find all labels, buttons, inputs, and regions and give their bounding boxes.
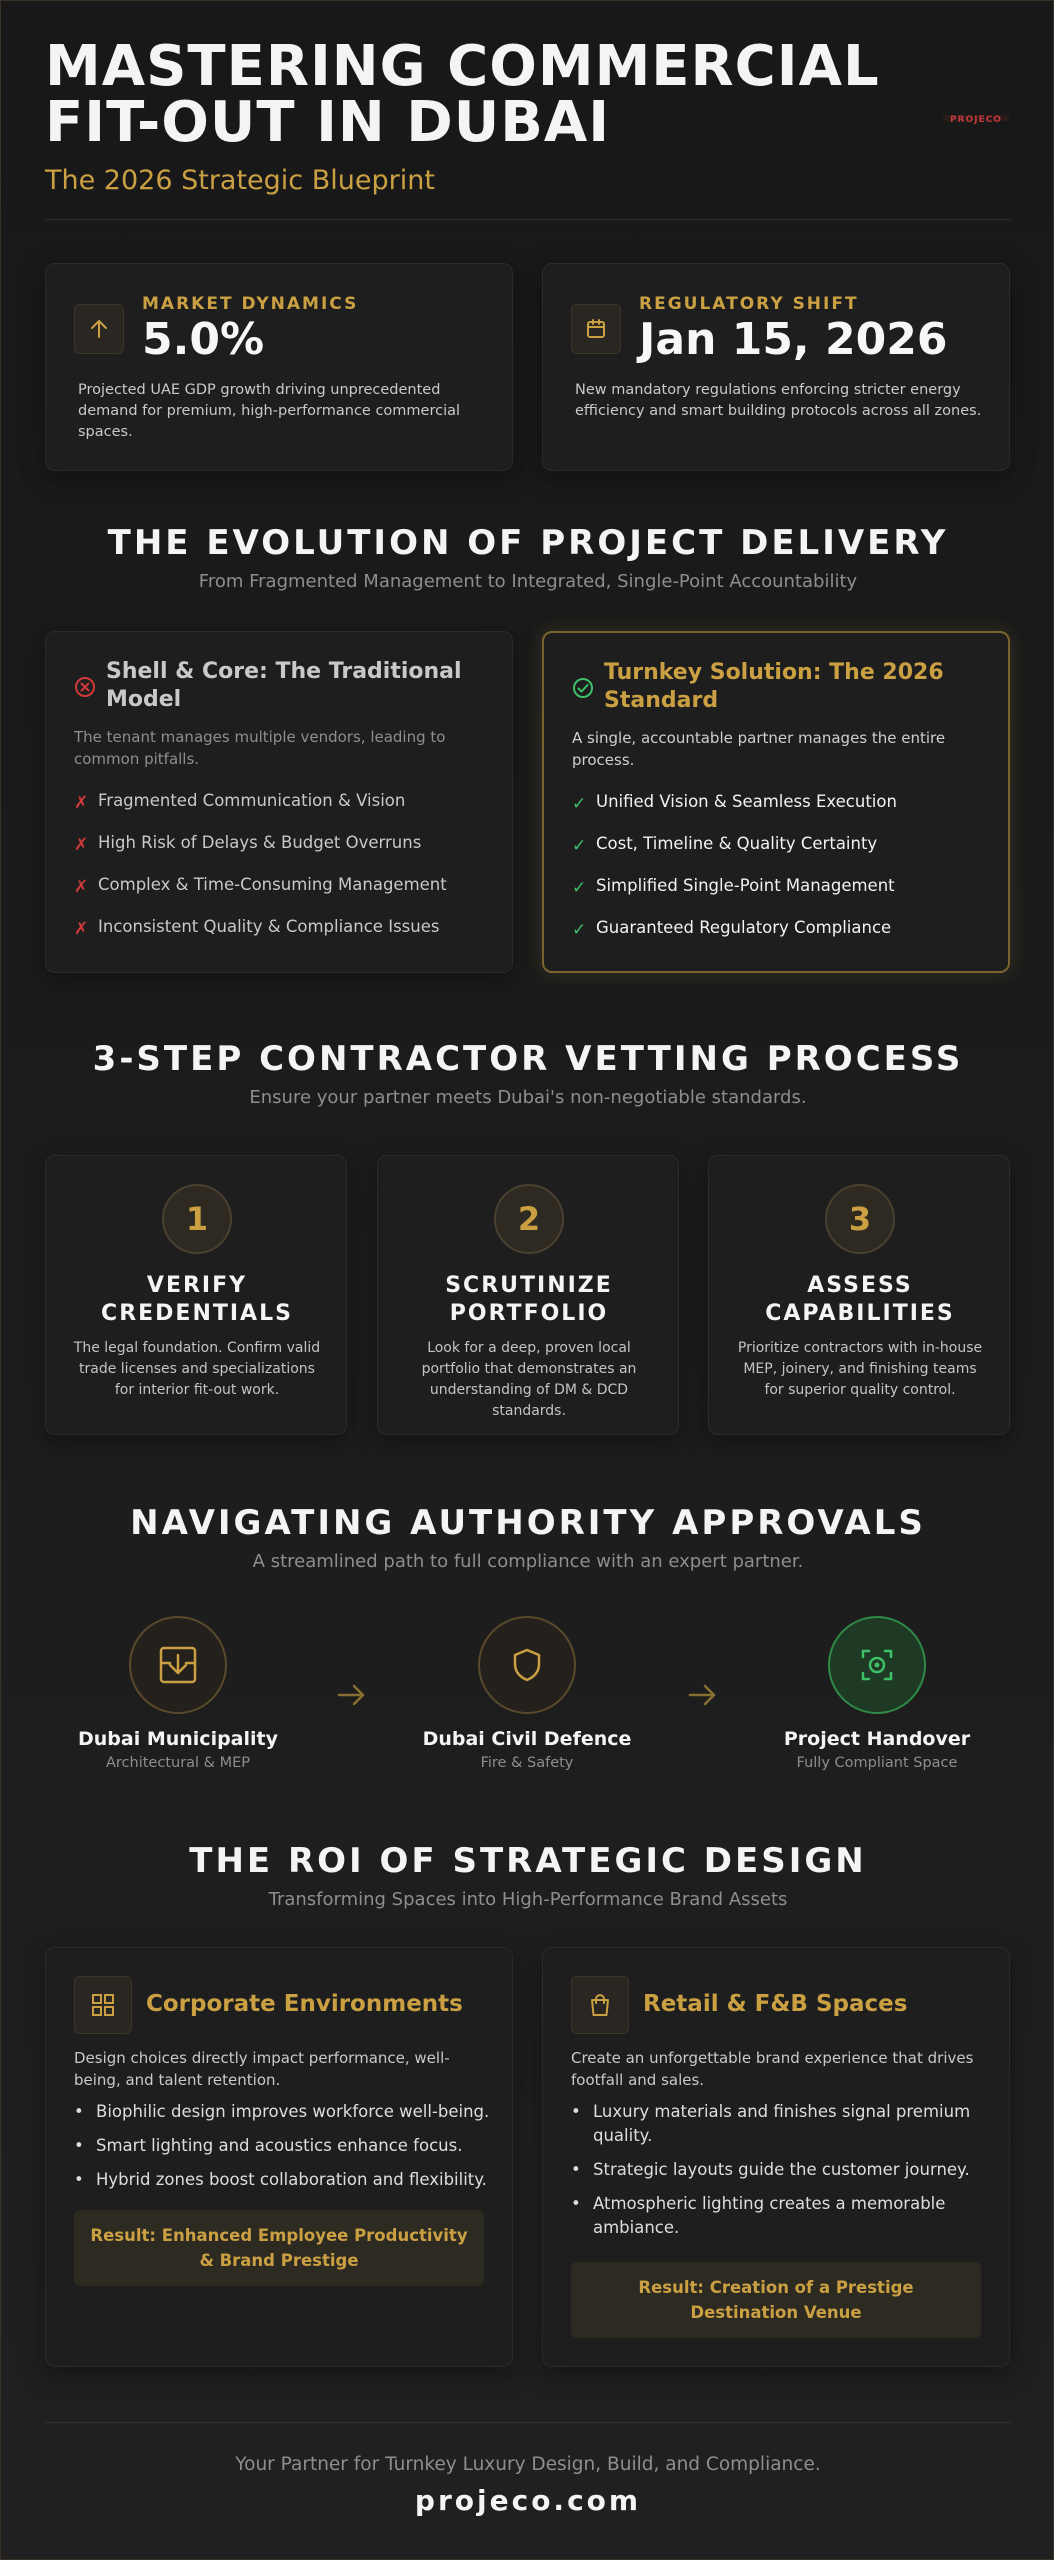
list-item: ✓ Guaranteed Regulatory Compliance bbox=[572, 918, 892, 940]
brand-logo bbox=[943, 111, 1009, 125]
turnkey-description: A single, accountable partner manages the entire process. bbox=[572, 729, 946, 769]
list-item: • Luxury materials and finishes signal premium quality. bbox=[571, 2100, 991, 2148]
handover-scan-icon bbox=[828, 1616, 926, 1714]
step-description: The legal foundation. Confirm valid trade licenses and specializations for interior fit-out work. bbox=[73, 1340, 321, 1398]
turnkey-solution-card bbox=[542, 631, 1010, 973]
list-item: • Biophilic design improves workforce well-being. bbox=[74, 2100, 494, 2124]
approval-stage-subtitle: Architectural & MEP bbox=[105, 1755, 251, 1771]
step-number: 1 bbox=[162, 1184, 232, 1254]
header bbox=[45, 34, 1011, 219]
approval-stage-title: Project Handover bbox=[783, 1728, 971, 1750]
calendar-icon bbox=[571, 304, 621, 354]
traditional-description: The tenant manages multiple vendors, leading to common pitfalls. bbox=[74, 728, 446, 768]
step-description: Prioritize contractors with in-house MEP, joinery, and finishing teams for superior quality control. bbox=[737, 1340, 983, 1398]
footer-website-link[interactable]: projeco.com bbox=[414, 2484, 642, 2517]
approval-stage-title: Dubai Civil Defence bbox=[422, 1728, 632, 1750]
roi-benefit-list bbox=[74, 2100, 494, 2202]
roi-benefit-list bbox=[571, 2100, 991, 2250]
stat-label: REGULATORY SHIFT bbox=[639, 294, 859, 314]
check-circle-icon bbox=[572, 677, 594, 703]
checkmark-icon: ✓ bbox=[572, 794, 587, 814]
cross-icon: ✗ bbox=[74, 835, 89, 855]
checkmark-icon: ✓ bbox=[572, 836, 587, 856]
list-item: ✓ Cost, Timeline & Quality Certainty bbox=[572, 834, 878, 856]
cross-icon: ✗ bbox=[74, 877, 89, 897]
shield-icon bbox=[478, 1616, 576, 1714]
roi-card-description: Design choices directly impact performance, well-being, and talent retention. bbox=[74, 2049, 450, 2089]
footer-tagline: Your Partner for Turnkey Luxury Design, Build, and Compliance. bbox=[235, 2454, 821, 2475]
grid-icon bbox=[74, 1976, 132, 2034]
section-title-approvals: NAVIGATING AUTHORITY APPROVALS bbox=[130, 1503, 926, 1543]
footer-divider bbox=[45, 2422, 1011, 2423]
header-divider bbox=[45, 219, 1011, 220]
section-title-vetting: 3-STEP CONTRACTOR VETTING PROCESS bbox=[92, 1039, 964, 1079]
turnkey-title: Turnkey Solution: The 2026 Standard bbox=[604, 660, 944, 713]
list-item: ✓ Unified Vision & Seamless Execution bbox=[572, 792, 897, 814]
page-title: MASTERING COMMERCIAL FIT-OUT IN DUBAI bbox=[45, 34, 880, 155]
stat-value: Jan 15, 2026 bbox=[639, 314, 948, 365]
arrow-right-icon bbox=[335, 1678, 369, 1712]
result-callout: Result: Creation of a Prestige Destination Venue bbox=[571, 2262, 981, 2338]
arrow-right-icon bbox=[686, 1678, 720, 1712]
list-item: ✓ Simplified Single-Point Management bbox=[572, 876, 895, 898]
step-card-2 bbox=[377, 1155, 679, 1435]
step-title: ASSESS CAPABILITIES bbox=[765, 1273, 955, 1326]
approval-stage-subtitle: Fully Compliant Space bbox=[796, 1755, 958, 1771]
section-title-evolution: THE EVOLUTION OF PROJECT DELIVERY bbox=[107, 523, 949, 563]
shopping-bag-icon bbox=[571, 1976, 629, 2034]
step-title: SCRUTINIZE PORTFOLIO bbox=[445, 1273, 613, 1326]
step-number: 3 bbox=[825, 1184, 895, 1254]
cross-icon: ✗ bbox=[74, 919, 89, 939]
section-subtitle-evolution: From Fragmented Management to Integrated, Single-Point Accountability bbox=[198, 571, 858, 592]
logo-mark-icon bbox=[943, 111, 1009, 125]
roi-card-corporate bbox=[45, 1947, 513, 2367]
list-item: • Hybrid zones boost collaboration and flexibility. bbox=[74, 2168, 494, 2192]
stat-value: 5.0% bbox=[142, 314, 265, 365]
approval-stage-title: Dubai Municipality bbox=[77, 1728, 278, 1750]
list-item: ✗ High Risk of Delays & Budget Overruns bbox=[74, 833, 422, 855]
step-card-1 bbox=[45, 1155, 347, 1435]
traditional-title: Shell & Core: The Traditional Model bbox=[106, 659, 462, 712]
traditional-model-card bbox=[45, 631, 513, 973]
step-title: VERIFY CREDENTIALS bbox=[101, 1273, 293, 1326]
list-item: • Atmospheric lighting creates a memorable ambiance. bbox=[571, 2192, 991, 2240]
step-number: 2 bbox=[494, 1184, 564, 1254]
list-item: • Smart lighting and acoustics enhance focus. bbox=[74, 2134, 494, 2158]
step-description: Look for a deep, proven local portfolio that demonstrates an understanding of DM & DCD standards. bbox=[421, 1340, 637, 1419]
approval-stage-subtitle: Fire & Safety bbox=[480, 1755, 574, 1771]
section-title-roi: THE ROI OF STRATEGIC DESIGN bbox=[189, 1841, 867, 1881]
cross-icon: ✗ bbox=[74, 793, 89, 813]
section-subtitle-roi: Transforming Spaces into High-Performance Brand Assets bbox=[268, 1889, 788, 1910]
traditional-list bbox=[74, 790, 494, 958]
roi-card-title: Corporate Environments bbox=[146, 1991, 463, 2017]
roi-card-title: Retail & F&B Spaces bbox=[643, 1991, 908, 2017]
result-callout: Result: Enhanced Employee Productivity & Brand Prestige bbox=[74, 2210, 484, 2286]
list-item: ✗ Complex & Time-Consuming Management bbox=[74, 875, 447, 897]
stat-description: Projected UAE GDP growth driving unprecedented demand for premium, high-performance commercial spaces. bbox=[78, 382, 461, 440]
step-card-3 bbox=[708, 1155, 1010, 1435]
list-item: • Strategic layouts guide the customer journey. bbox=[571, 2158, 991, 2182]
turnkey-list bbox=[572, 791, 992, 959]
checkmark-icon: ✓ bbox=[572, 920, 587, 940]
list-item: ✗ Fragmented Communication & Vision bbox=[74, 791, 406, 813]
arrow-up-icon bbox=[74, 304, 124, 354]
x-circle-icon bbox=[74, 676, 96, 702]
roi-card-retail bbox=[542, 1947, 1010, 2367]
section-subtitle-vetting: Ensure your partner meets Dubai's non-negotiable standards. bbox=[249, 1087, 807, 1108]
svg-text:PROJECO: PROJECO bbox=[950, 115, 1002, 125]
list-item: ✗ Inconsistent Quality & Compliance Issues bbox=[74, 917, 440, 939]
stat-description: New mandatory regulations enforcing stricter energy efficiency and smart building protocols across all zones. bbox=[575, 382, 982, 419]
section-subtitle-approvals: A streamlined path to full compliance with an expert partner. bbox=[252, 1551, 804, 1572]
stat-card-regulatory bbox=[542, 263, 1010, 471]
page-subtitle: The 2026 Strategic Blueprint bbox=[45, 165, 435, 196]
roi-card-description: Create an unforgettable brand experience that drives footfall and sales. bbox=[571, 2049, 974, 2089]
document-download-icon bbox=[129, 1616, 227, 1714]
checkmark-icon: ✓ bbox=[572, 878, 587, 898]
stat-label: MARKET DYNAMICS bbox=[142, 294, 359, 314]
stat-card-market bbox=[45, 263, 513, 471]
